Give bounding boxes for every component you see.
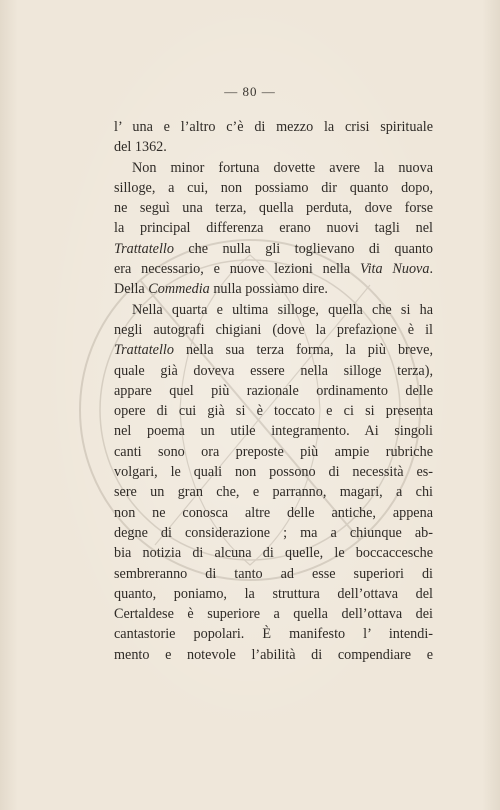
work-title: Trattatello: [114, 342, 174, 359]
text-line: [114, 279, 433, 299]
text-line: [114, 259, 433, 279]
text-line: mento e notevole l’abilità di compendiare e: [114, 646, 433, 663]
text-line: la principal differenza erano nuovi tagli nel: [114, 220, 433, 237]
line-text: nulla possiamo dire.: [209, 281, 328, 298]
text-line: quanto, poniamo, la struttura dell’ottava del: [114, 585, 433, 602]
work-title: Trattatello: [114, 240, 174, 257]
line-text: nella sua terza forma, la più breve,: [173, 342, 433, 359]
paragraph-start-line: Non minor fortuna dovette avere la nuova: [132, 159, 433, 176]
text-line: ne seguì una terza, quella perduta, dove forse: [114, 200, 433, 217]
paragraph-start-line: Nella quarta e ultima silloge, quella che si ha: [132, 301, 433, 318]
text-line: opere di cui già si è toccato e ci si presenta: [114, 403, 433, 420]
line-text: .: [429, 261, 433, 278]
work-title: Commedia: [148, 281, 210, 298]
text-line: [114, 239, 433, 259]
text-line: volgari, le quali non possono di necessità es-: [114, 464, 433, 481]
text-line: appare quel più razionale ordinamento delle: [114, 382, 433, 399]
text-line: degne di considerazione ; ma a chiunque ab-: [114, 524, 433, 541]
text-line: del 1362.: [114, 139, 167, 156]
text-line: canti sono ora preposte più ampie rubriche: [114, 443, 433, 460]
text-line: sere un gran che, e parranno, magari, a chi: [114, 484, 433, 501]
line-text: era necessario, e nuove lezioni nella: [114, 261, 360, 278]
line-text: Della: [114, 281, 149, 298]
text-line: quale già doveva essere nella silloge terza),: [114, 362, 433, 379]
text-line: l’ una e l’altro c’è di mezzo la crisi spirituale: [114, 119, 433, 135]
work-title: Vita Nuova: [360, 261, 430, 278]
text-line: sembreranno di tanto ad esse superiori di: [114, 565, 433, 582]
text-line: [114, 340, 433, 360]
text-line: Certaldese è superiore a quella dell’ottava dei: [114, 606, 433, 623]
page-number: — 80 —: [224, 84, 276, 99]
text-line: cantastorie popolari. È manifesto l’ intendi-: [114, 626, 433, 643]
text-line: silloge, a cui, non possiamo dir quanto dopo,: [114, 179, 433, 196]
main-text: [114, 117, 433, 665]
text-line: non ne conosca altre delle antiche, appena: [114, 504, 433, 521]
text-line: nel poema un utile integramento. Ai singoli: [114, 423, 433, 440]
text-line: negli autografi chigiani (dove la prefazione è il: [114, 321, 433, 338]
line-text: che nulla gli toglievano di quanto: [173, 240, 433, 257]
text-line: bia notizia di alcuna di quelle, le boccaccesche: [114, 545, 433, 562]
